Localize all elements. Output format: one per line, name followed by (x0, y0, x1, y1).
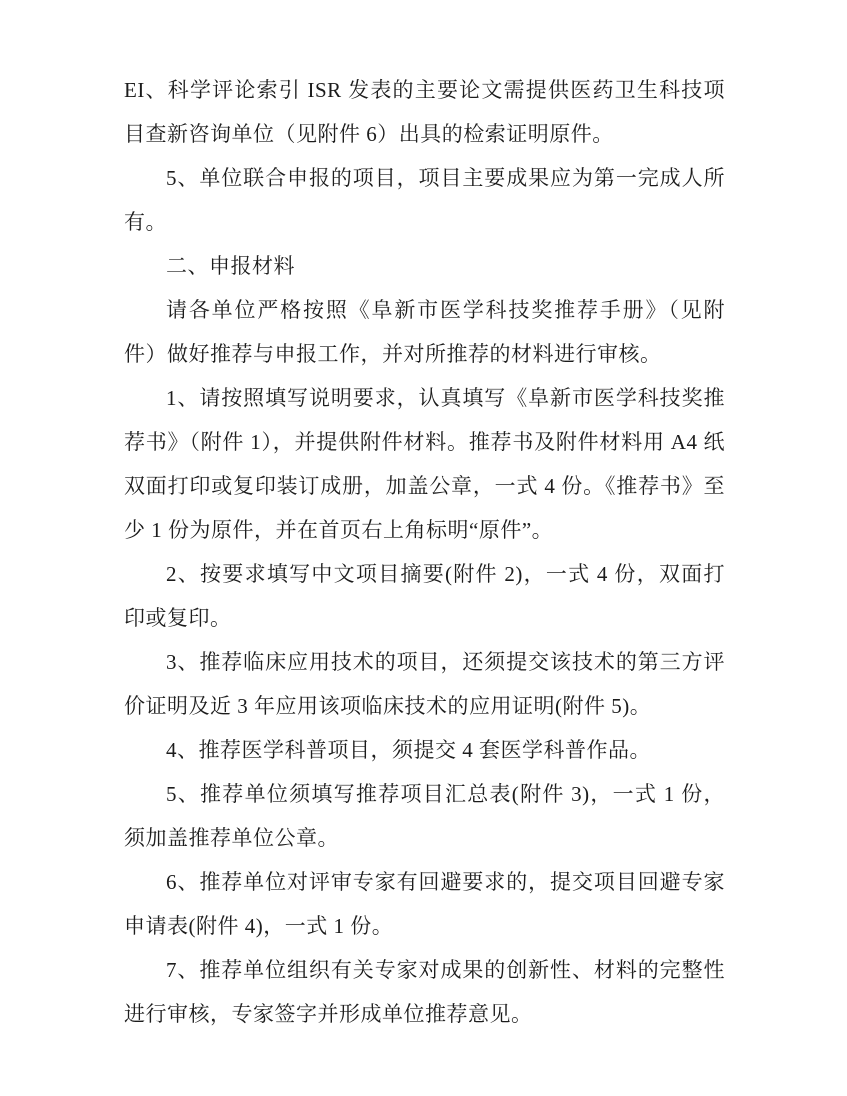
paragraph-continuation: EI、科学评论索引 ISR 发表的主要论文需提供医药卫生科技项目查新咨询单位（见附件 6）出具的检索证明原件。 (124, 78, 725, 146)
section-heading: 二、申报材料 (166, 254, 295, 278)
document-body (124, 68, 725, 1036)
paragraph-intro: 请各单位严格按照《阜新市医学科技奖推荐手册》（见附件）做好推荐与申报工作，并对所推荐的材料进行审核。 (124, 298, 725, 366)
paragraph-item-3: 3、推荐临床应用技术的项目，还须提交该技术的第三方评价证明及近 3 年应用该项临床技术的应用证明(附件 5)。 (124, 650, 725, 718)
paragraph-item-1: 1、请按照填写说明要求，认真填写《阜新市医学科技奖推荐书》（附件 1），并提供附件材料。推荐书及附件材料用 A4 纸双面打印或复印装订成册，加盖公章，一式 4 份。《推荐书》至少 1 份为原件，并在首页右上角标明“原件”。 (124, 386, 725, 542)
paragraph-item-5-section1: 5、单位联合申报的项目，项目主要成果应为第一完成人所有。 (124, 166, 725, 234)
paragraph-item-5: 5、推荐单位须填写推荐项目汇总表(附件 3)，一式 1 份，须加盖推荐单位公章。 (124, 782, 725, 850)
paragraph-item-7: 7、推荐单位组织有关专家对成果的创新性、材料的完整性进行审核，专家签字并形成单位推荐意见。 (124, 958, 725, 1026)
paragraph-item-2: 2、按要求填写中文项目摘要(附件 2)，一式 4 份，双面打印或复印。 (124, 562, 725, 630)
paragraph-item-4: 4、推荐医学科普项目，须提交 4 套医学科普作品。 (166, 738, 651, 762)
paragraph-item-6: 6、推荐单位对评审专家有回避要求的，提交项目回避专家申请表(附件 4)，一式 1 份。 (124, 870, 725, 938)
